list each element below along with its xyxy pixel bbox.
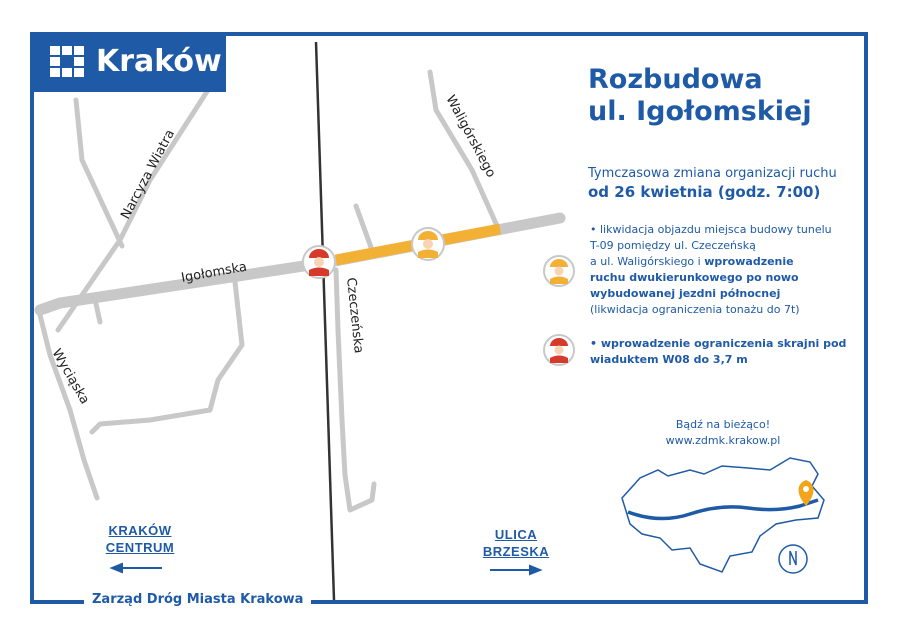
cta-line-1: Bądź na bieżąco! (675, 418, 771, 431)
direction-east-line-1: ULICA (494, 527, 538, 542)
info1-line-1: • likwidacja objazdu miejsca budowy tunelu (590, 223, 832, 236)
info1-line-2: T-09 pomiędzy ul. Czeczeńską (590, 239, 756, 252)
label-narcyza: Narcyza Wiatra (118, 127, 179, 222)
info2-line-1 (590, 336, 860, 352)
info-block-1 (590, 222, 860, 318)
cta-link[interactable]: www.zdmk.krakow.pl (665, 434, 781, 447)
worker-red-marker (303, 246, 335, 278)
railway-line (316, 42, 334, 600)
label-igolomska: Igołomska (180, 259, 249, 286)
direction-west (88, 522, 192, 556)
info2-line-2-text: wiaduktem W08 do 3,7 m (590, 353, 748, 366)
info1-line-3-bold: wprowadzenie (704, 255, 794, 268)
title-line-1: Rozbudowa (588, 64, 763, 95)
footer-text: Zarząd Dróg Miasta Krakowa (84, 592, 311, 607)
info1-line-3-plain: a ul. Waligórskiego i (590, 255, 705, 268)
road-waligorskiego (430, 72, 498, 228)
direction-west-line-2: CENTRUM (105, 540, 175, 555)
info1-line-5 (590, 286, 860, 302)
info1-line-4-text: ruchu dwukierunkowego po nowo (590, 271, 799, 284)
direction-east (464, 526, 568, 560)
info1-line-3 (590, 254, 860, 270)
direction-west-line-1: KRAKÓW (108, 523, 172, 538)
info2-line-1-text: • wprowadzenie ograniczenia skrajni pod (590, 337, 847, 350)
arrow-west-icon (112, 564, 162, 572)
title-line-2: ul. Igołomskiej (588, 96, 812, 127)
road-minor-nw (76, 100, 122, 246)
worker-helmet-icon (544, 256, 574, 286)
label-czeczenska: Czeczeńska (343, 276, 366, 355)
arrow-east-icon (490, 566, 540, 574)
logo-text: Kraków (96, 44, 222, 79)
subtitle: Tymczasowa zmiana organizacji ruchu (588, 166, 837, 181)
info1-line-5-text: wybudowanej jezdni północnej (590, 287, 781, 300)
krakow-logo-icon (50, 46, 84, 78)
worker-red-icon (544, 335, 574, 365)
info1-line-6: (likwidacja ograniczenia tonażu do 7t) (590, 303, 800, 316)
info2-line-2 (590, 352, 860, 368)
date-line: od 26 kwietnia (godz. 7:00) (588, 183, 821, 201)
info1-line-4 (590, 270, 860, 286)
label-waligorskiego: Waligórskiego (442, 92, 499, 181)
direction-east-line-2: BRZESKA (482, 544, 550, 559)
page-title (588, 64, 812, 128)
worker-helmet-marker (412, 228, 444, 260)
info-block-2 (590, 336, 860, 368)
compass-icon (779, 545, 807, 573)
label-wycieska: Wyciąska (48, 346, 93, 407)
road-wycieska (40, 315, 97, 498)
road-minor-south (92, 282, 242, 432)
krakow-outline-map (622, 458, 824, 572)
road-stub-north (356, 206, 372, 250)
road-stub (96, 304, 100, 322)
